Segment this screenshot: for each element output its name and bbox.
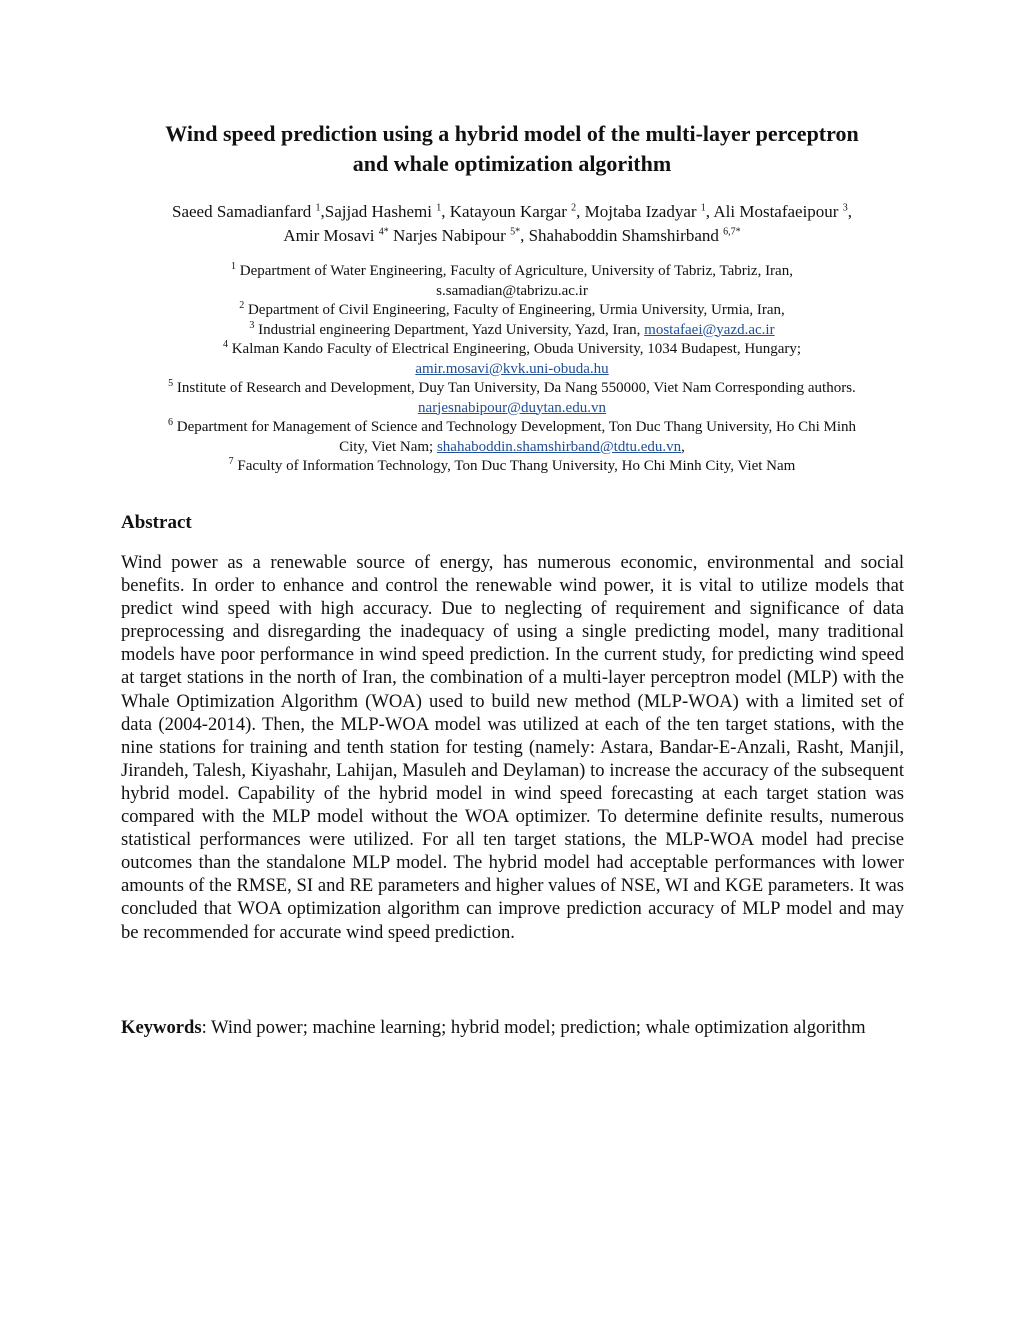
abstract-heading: Abstract xyxy=(121,512,192,533)
affiliation-text: Department for Management of Science and Technology Development, Ton Duc Thang University, Ho Chi Minh xyxy=(172,419,857,435)
author-affiliation-sup: 4* xyxy=(378,226,389,238)
affiliation-1 xyxy=(100,262,924,282)
keywords-text: : Wind power; machine learning; hybrid model; prediction; whale optimization algorithm xyxy=(201,1017,866,1038)
keywords-label: Keywords xyxy=(121,1017,202,1038)
author-list xyxy=(100,200,924,248)
affiliation-text: Faculty of Information Technology, Ton Duc Thang University, Ho Chi Minh City, Viet Nam xyxy=(233,458,796,474)
affiliation-sup: 4 xyxy=(222,339,228,350)
author-name: Narjes Nabipour xyxy=(393,226,511,245)
author-affiliation-sup: 6,7* xyxy=(723,226,741,238)
paper-title xyxy=(100,119,924,179)
email-link[interactable]: amir.mosavi@kvk.uni-obuda.hu xyxy=(415,360,609,377)
keywords xyxy=(121,1016,904,1039)
author-name: Saeed Samadianfard xyxy=(172,202,316,221)
title-line-2: and whale optimization algorithm xyxy=(352,151,672,176)
author-name: Mojtaba Izadyar xyxy=(584,202,701,221)
affiliation-sup: 6 xyxy=(167,417,173,428)
email-link[interactable]: mostafaei@yazd.ac.ir xyxy=(644,321,775,338)
affiliation-3 xyxy=(100,321,924,341)
author-name: Sajjad Hashemi xyxy=(324,202,437,221)
author-separator: , xyxy=(847,202,852,221)
affiliation-4-email-line xyxy=(100,360,924,380)
email-link[interactable]: shahaboddin.shamshirband@tdtu.edu.vn xyxy=(436,438,682,455)
affiliation-sup: 5 xyxy=(168,378,174,389)
affiliation-6 xyxy=(100,418,924,438)
author-separator: , xyxy=(441,202,450,221)
affiliation-2 xyxy=(100,301,924,321)
author-name: Katayoun Kargar xyxy=(449,202,572,221)
title-line-1: Wind speed prediction using a hybrid model of the multi-layer perceptron xyxy=(165,121,859,146)
author-affiliation-sup: 1 xyxy=(700,202,706,214)
abstract-body: Wind power as a renewable source of energy, has numerous economic, environmental and social benefits. In order to enhance and control the renewable wind power, it is vital to utilize models that predict wind speed with high accuracy. Due to neglecting of requirement and significance of data preprocessing and disregarding the inadequacy of using a single predicting model, many traditional models have poor performance in wind speed prediction. In the current study, for predicting wind speed at target stations in the north of Iran, the combination of a multi-layer perceptron model (MLP) with the Whale Optimization Algorithm (WOA) used to build new method (MLP-WOA) with a limited set of data (2004-2014). Then, the MLP-WOA model was utilized at each of the ten target stations, with the nine stations for training and tenth station for testing (namely: Astara, Bandar-E-Anzali, Rasht, Manjil, Jirandeh, Talesh, Kiyashahr, Lahijan, Masuleh and Deylaman) to increase the accuracy of the subsequent hybrid model. Capability of the hybrid model in wind speed forecasting at each target station was compared with the MLP model without the WOA optimizer. To determine definite results, numerous statistical performances were utilized. For all ten target stations, the MLP-WOA model had precise outcomes than the standalone MLP model. The hybrid model had acceptable performances with lower amounts of the RMSE, SI and RE parameters and higher values of NSE, WI and KGE parameters. It was concluded that WOA optimization algorithm can improve prediction accuracy of MLP model and may be recommended for accurate wind speed prediction. xyxy=(121,552,904,943)
affiliation-6-cont xyxy=(100,438,924,458)
affiliation-text: Department of Civil Engineering, Faculty of Engineering, Urmia University, Urmia, Iran, xyxy=(244,302,785,318)
affiliation-text: Industrial engineering Department, Yazd University, Yazd, Iran, xyxy=(254,321,645,338)
author-affiliation-sup: 5* xyxy=(510,226,521,238)
author-affiliation-sup: 1 xyxy=(315,202,321,214)
affiliation-sup: 1 xyxy=(231,261,237,272)
email-link[interactable]: narjesnabipour@duytan.edu.vn xyxy=(418,399,606,416)
author-separator: , xyxy=(576,202,585,221)
affiliation-5-email-line xyxy=(100,399,924,419)
affiliation-sup: 3 xyxy=(249,319,255,331)
author-affiliation-sup: 2 xyxy=(571,202,577,214)
author-separator: , xyxy=(705,202,714,221)
author-name: Ali Mostafaeipour xyxy=(713,202,843,221)
affiliation-text: Department of Water Engineering, Faculty of Agriculture, University of Tabriz, Tabriz, Iran, xyxy=(236,263,793,279)
affiliation-sup: 2 xyxy=(239,300,245,311)
author-line-1 xyxy=(100,200,924,224)
affiliation-7 xyxy=(100,457,924,477)
affiliation-1-email: s.samadian@tabrizu.ac.ir xyxy=(436,282,588,299)
affiliation-list xyxy=(100,262,924,477)
affiliation-sup: 7 xyxy=(228,456,234,467)
affiliation-text: , xyxy=(681,438,685,455)
author-name: Shahaboddin Shamshirband xyxy=(528,226,724,245)
author-name: Amir Mosavi xyxy=(283,226,379,245)
author-separator: , xyxy=(320,202,325,221)
author-affiliation-sup: 3 xyxy=(842,202,848,214)
affiliation-text: Institute of Research and Development, Duy Tan University, Da Nang 550000, Viet Nam Corresponding authors. xyxy=(173,380,856,396)
affiliation-text: Kalman Kando Faculty of Electrical Engineering, Obuda University, 1034 Budapest, Hungary; xyxy=(227,341,802,357)
author-separator: , xyxy=(520,226,529,245)
author-line-2 xyxy=(100,224,924,248)
affiliation-5 xyxy=(100,379,924,399)
affiliation-text: City, Viet Nam; xyxy=(339,438,437,455)
affiliation-4 xyxy=(100,340,924,360)
author-affiliation-sup: 1 xyxy=(436,202,442,214)
